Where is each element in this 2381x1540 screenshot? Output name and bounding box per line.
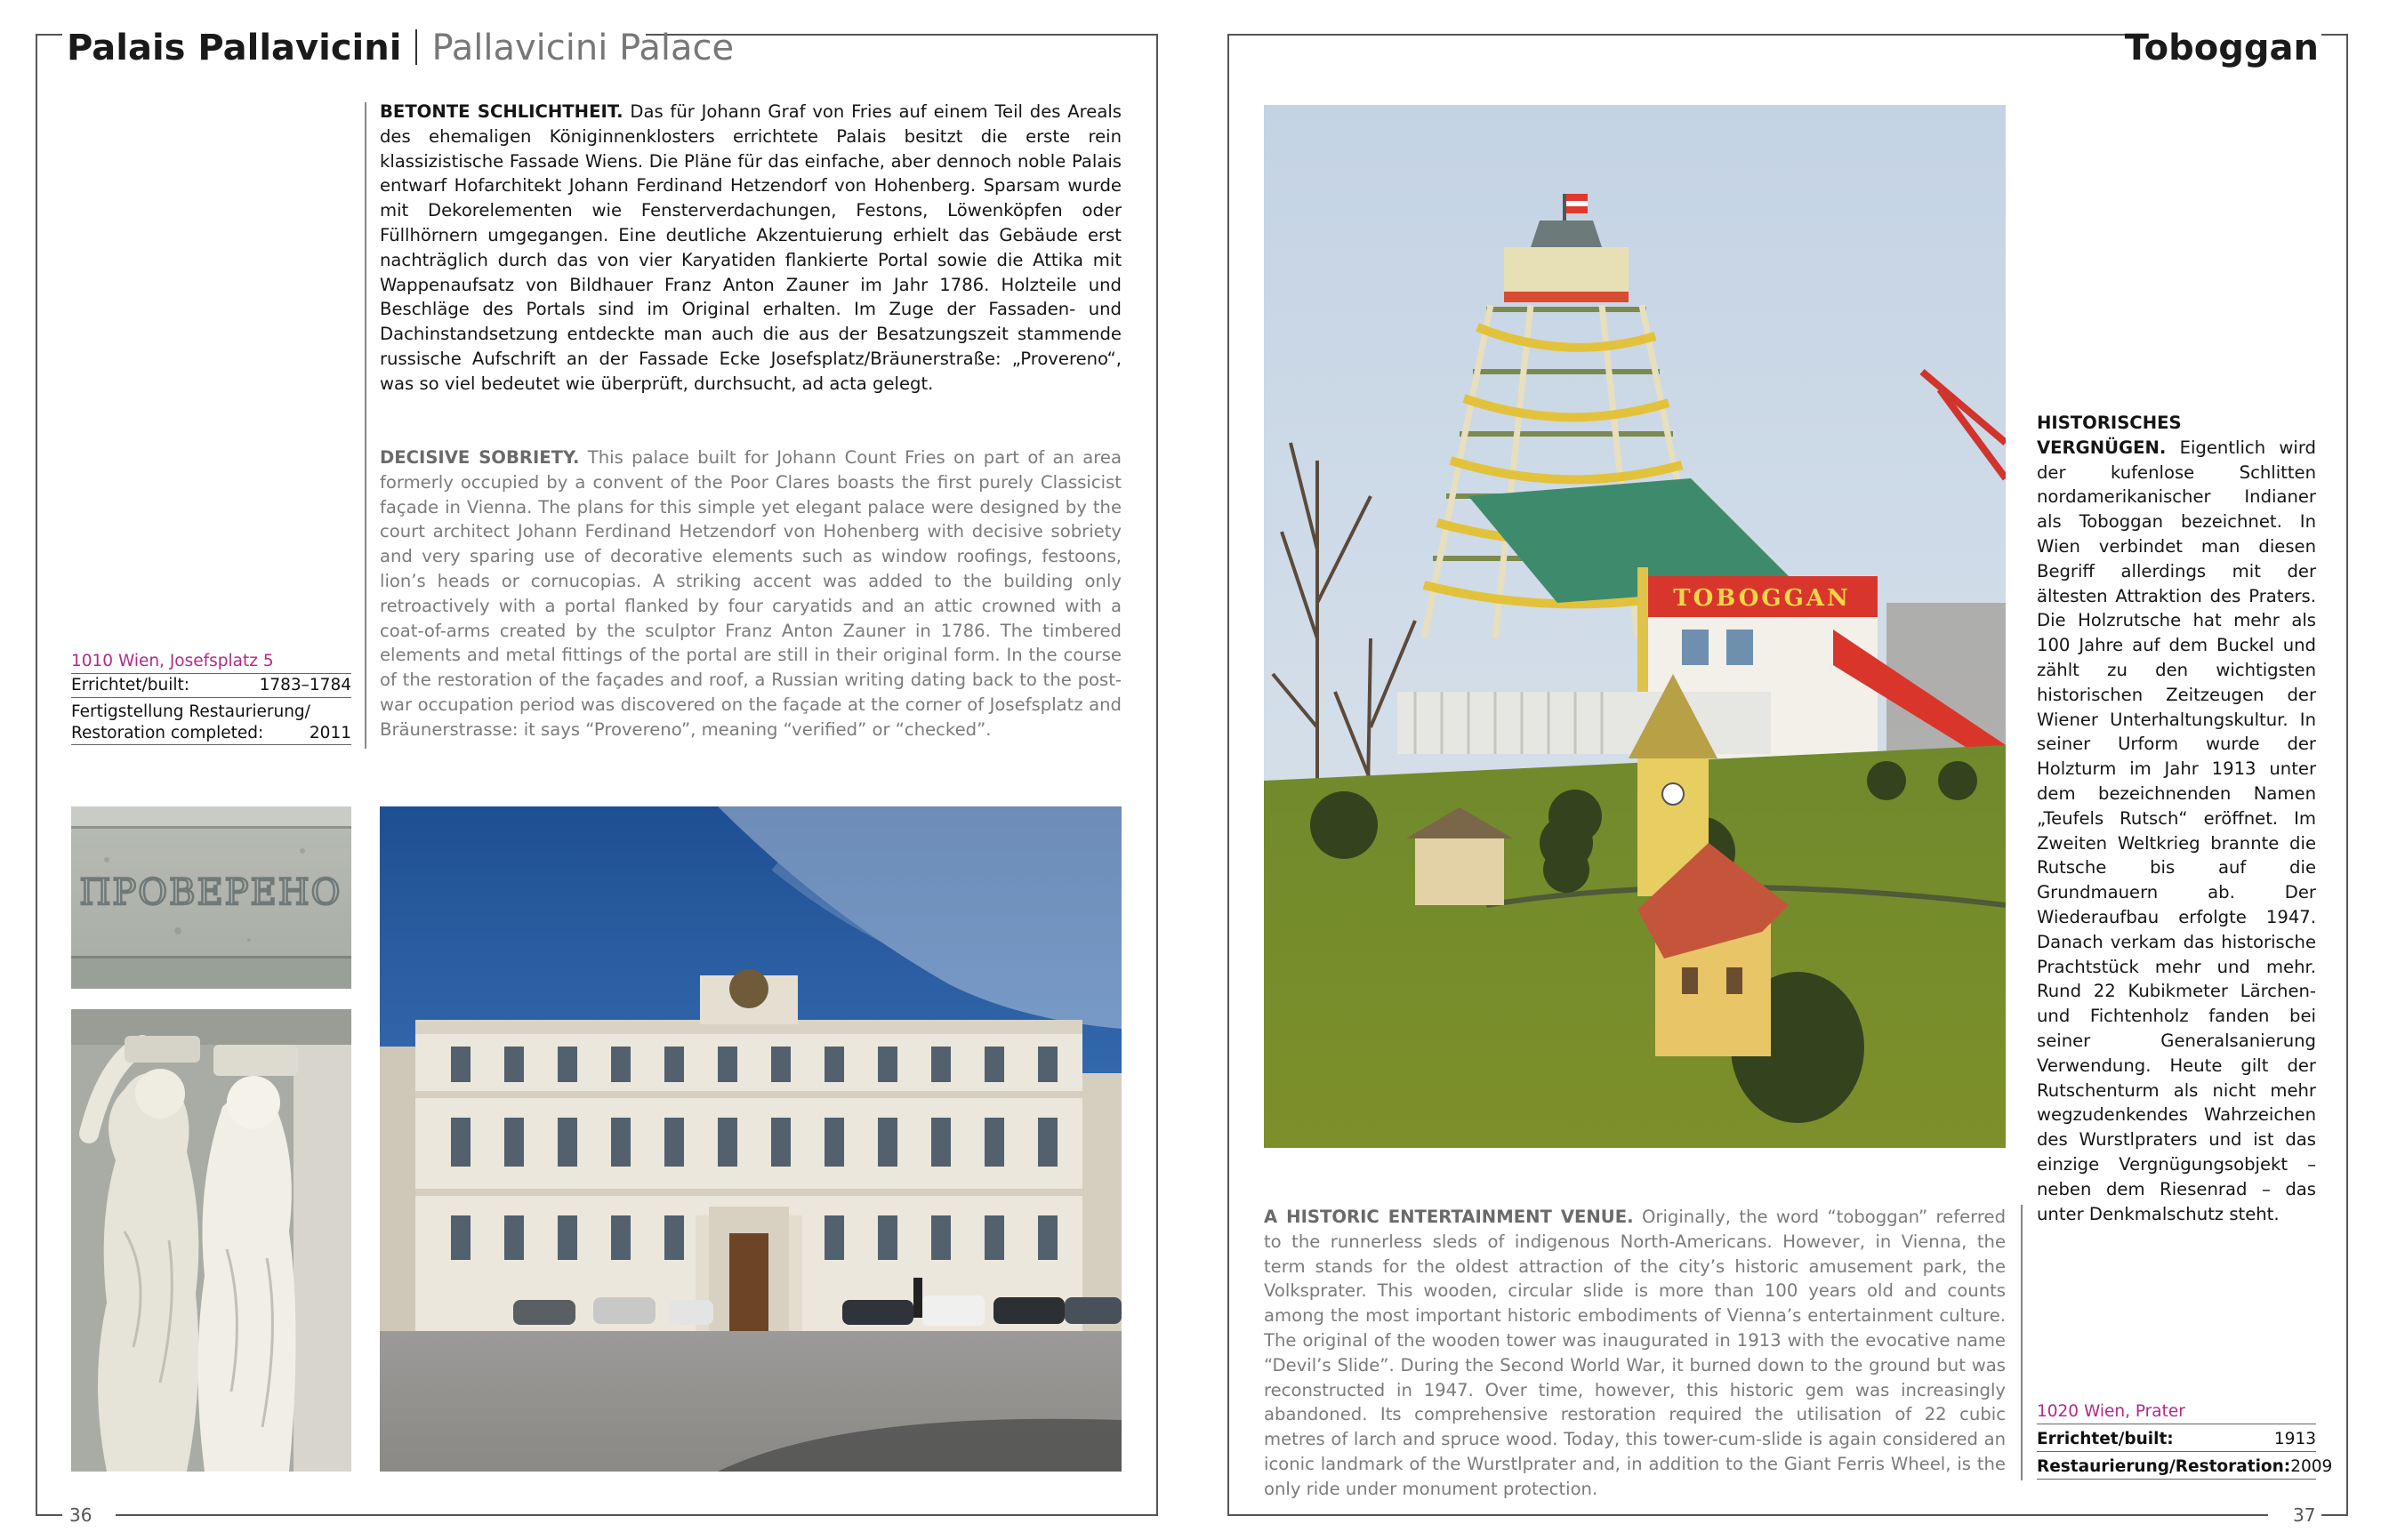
left-frame-left <box>36 34 37 1516</box>
left-text-english-lead: DECISIVE SOBRIETY. <box>380 447 580 468</box>
right-built-value: 1913 <box>2273 1430 2316 1448</box>
right-text-german-body: Eigentlich wird der kufenlose Schlitten nordamerikanischer Indianer als Toboggan bezeichnet. In Wien verbindet man diesen Begriff allerdings mit der ältesten Attraktion des Praters. Die Holzrutsche hat mehr als 100 Jahre auf dem Buckel und zählt zu den wichtigsten historischen Zeitzeugen der Wiener Unterhaltungskultur. In seiner Urform wurde der Holzturm im Jahr 1913 unter dem bezeichnenden Namen „Teufels Rutsch“ eröffnet. Im Zweiten Weltkrieg brannte die Rutsche bis auf die Grundmauern ab. Der Wiederaufbau erfolgte 1947. Danach verkam das historische Prachtstück mehr und mehr. Rund 22 Kubikmeter Lärchen- und Fichtenholz fanden bei seiner Generalsanierung Verwendung. Heute gilt der Rutschenturm als nicht mehr wegzudenkendes Wahrzeichen des Wurstlpraters und ist das einzige Vergnügungsobjekt – neben dem Riesenrad – das unter Denkmalschutz steht. <box>2037 437 2316 1224</box>
right-page-title: Toboggan <box>2124 28 2319 68</box>
right-info-box <box>2037 1400 2333 1480</box>
right-restoration-row <box>2037 1452 2333 1480</box>
title-german: Palais Pallavicini <box>67 28 402 68</box>
left-info-box <box>71 650 351 745</box>
left-text-german-lead: BETONTE SCHLICHTHEIT. <box>380 101 623 122</box>
left-text-english <box>380 445 1122 742</box>
left-frame-top-left <box>36 34 62 36</box>
left-restoration-value: 2011 <box>309 724 351 742</box>
caryatid-photo <box>71 1009 351 1472</box>
left-page-title <box>67 27 734 69</box>
right-frame-top-end <box>2321 34 2348 36</box>
title-separator <box>415 29 417 65</box>
left-frame-bottom-start <box>36 1514 62 1516</box>
right-column-divider <box>2021 1205 2023 1480</box>
left-built-label: Errichtet/built: <box>71 676 189 694</box>
left-column-divider <box>365 102 366 749</box>
right-frame-right <box>2346 34 2348 1516</box>
palais-photo <box>380 806 1122 1472</box>
right-built-row <box>2037 1424 2316 1452</box>
right-frame-bottom <box>1227 1514 2268 1516</box>
right-built-label: Errichtet/built: <box>2037 1430 2174 1448</box>
left-frame-right <box>1156 34 1158 1516</box>
right-text-german-lead: HISTORISCHES VERGNÜGEN. <box>2037 413 2182 458</box>
inscription-photo <box>71 806 351 989</box>
left-address: 1010 Wien, Josefsplatz 5 <box>71 650 351 674</box>
right-page-number: 37 <box>2293 1504 2316 1526</box>
right-address: 1020 Wien, Prater <box>2037 1400 2316 1424</box>
right-restoration-label: Restaurierung/Restoration: <box>2037 1457 2291 1476</box>
left-text-german <box>380 100 1122 397</box>
left-page-number: 36 <box>69 1504 93 1526</box>
left-restoration-label-2: Restoration completed: <box>71 724 264 742</box>
left-text-german-body: Das für Johann Graf von Fries auf einem Teil des Areals des ehemaligen Königinnenklosters errichtete Palais besitzt die erste rein klassizistische Fassade Wiens. Die Pläne für das einfache, aber dennoch noble Palais entwarf Hofarchitekt Johann Ferdinand Hetzendorf von Hohenberg. Sparsam wurde mit Dekorelementen wie Fensterverdachungen, Festons, Löwenköpfen oder Füllhörnern umgegangen. Eine deutliche Akzentuierung erhielt das Gebäude erst nachträglich durch das von vier Karyatiden flankierte Portal sowie die Attika mit Wappenaufsatz von Bildhauer Franz Anton Zauner im Jahr 1786. Holzteile und Beschläge des Portals sind im Original erhalten. Im Zuge der Fassaden- und Dachinstandsetzung entdeckte man auch die aus der Besatzungszeit stammende russische Aufschrift an der Fassade Ecke Josefsplatz/Bräunerstraße: „Provereno“, was so viel bedeutet wie überprüft, durchsucht, ad acta gelegt. <box>380 101 1122 394</box>
right-text-english <box>1264 1205 2006 1502</box>
right-frame-top <box>1227 34 2144 36</box>
left-built-value: 1783–1784 <box>259 676 351 694</box>
left-built-row <box>71 674 351 698</box>
title-english: Pallavicini Palace <box>431 28 735 68</box>
left-restoration-label-1: Fertigstellung Restaurierung/ <box>71 702 310 721</box>
left-text-english-body: This palace built for Johann Count Fries on part of an area formerly occupied by a convent of the Poor Clares boasts the first purely Classicist façade in Vienna. The plans for this simple yet elegant palace were designed by the court architect Johann Ferdinand Hetzendorf von Hohenberg with decisive sobriety and very sparing use of decorative elements such as window roofings, festoons, lion’s heads or cornucopias. A striking accent was added to the building only retroactively with a portal flanked by four caryatids and an attic crowned with a coat-of-arms created by the sculptor Franz Anton Zauner in 1786. The timbered elements and metal fittings of the portal are still in their original form. In the course of the restoration of the façades and roof, a Russian writing dating back to the post-war occupation period was discovered on the façade at the corner of Josefsplatz and Bräunerstrasse: it says “Provereno”, meaning “verified” or “checked”. <box>380 447 1122 740</box>
right-frame-left <box>1227 34 1229 1516</box>
right-text-english-lead: A HISTORIC ENTERTAINMENT VENUE. <box>1264 1207 1634 1227</box>
right-text-german <box>2037 411 2316 1226</box>
inscription-text: ПРОВЕРЕНО <box>79 872 342 913</box>
left-frame-bottom <box>116 1514 1158 1516</box>
right-text-english-body: Originally, the word “toboggan” referred to the runnerless sleds of indigenous North-Americans. However, in Vienna, the term stands for the oldest attraction of the city’s historic amusement park, the Volksprater. This wooden, circular slide is more than 100 years old and counts among the most important historic embodiments of Vienna’s entertainment culture. The original of the wooden tower was inaugurated in 1913 with the evocative name “Devil’s Slide”. During the Second World War, it burned down to the ground but was reconstructed in 1947. Over time, however, this historic gem was increasingly abandoned. Its comprehensive restoration required the utilisation of 22 cubic metres of larch and spruce wood. Today, this tower-cum-slide is again considered an iconic landmark of the Wurstlprater and, in addition to the Giant Ferris Wheel, is the only ride under monument protection. <box>1264 1207 2007 1499</box>
right-restoration-value: 2009 <box>2290 1457 2333 1476</box>
right-frame-bottom-end <box>2321 1514 2348 1516</box>
toboggan-photo <box>1264 105 2006 1148</box>
left-restoration-row <box>71 698 351 745</box>
toboggan-sign-text: TOBOGGAN <box>1673 585 1851 612</box>
